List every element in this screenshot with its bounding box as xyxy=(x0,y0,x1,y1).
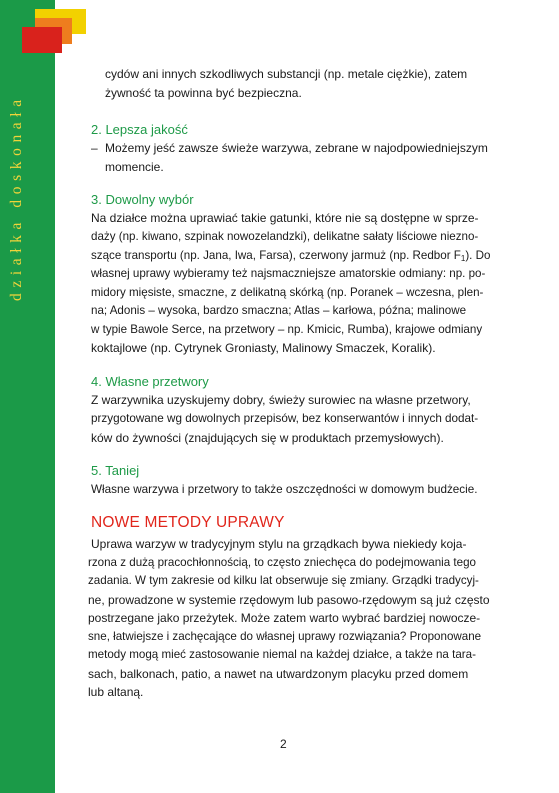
paragraph-line: Z warzywnika uzyskujemy dobry, świeży surowiec na własne przetwory, xyxy=(91,393,471,407)
paragraph-line: na; Adonis – wysoka, bardzo smaczna; Atlas – karłowa, późna; malinowe xyxy=(91,304,467,317)
paragraph-line-tail: ). Do xyxy=(465,249,491,262)
section-heading-taniej: 5. Taniej xyxy=(91,463,140,478)
paragraph-line: postrzegane jako przeżytek. Może zatem warto wybrać bardziej nowocze- xyxy=(88,611,481,625)
paragraph-line-with-subscript xyxy=(91,248,490,264)
section-heading-lepsza-jakosc: 2. Lepsza jakość xyxy=(91,122,188,137)
bullet-text-line: momencie. xyxy=(105,160,164,174)
paragraph-line: sach, balkonach, patio, a nawet na utwardzonym placyku przed domem xyxy=(88,667,469,681)
paragraph-line: koktajlowe (np. Cytrynek Groniasty, Malinowy Smaczek, Koralik). xyxy=(91,341,436,355)
paragraph-line: Uprawa warzyw w tradycyjnym stylu na grządkach bywa niekiedy koja- xyxy=(91,537,467,551)
paragraph-line: midory mięsiste, smaczne, z delikatną skórką (np. Poranek – wczesna, plen- xyxy=(91,286,484,299)
paragraph-line: daży (np. kiwano, szpinak nowozelandzki), delikatne sałaty liściowe niezno- xyxy=(91,230,479,243)
bullet-text-line: Możemy jeść zawsze świeże warzywa, zebrane w najodpowiedniejszym xyxy=(105,141,488,155)
paragraph-line: przygotowane wg dowolnych przepisów, bez konserwantów i innych dodat- xyxy=(91,412,479,425)
paragraph-line: ne, prowadzone w systemie rzędowym lub pasowo-rzędowym są już często xyxy=(88,593,490,607)
paragraph-line: ków do żywności (znajdujących się w produktach przemysłowych). xyxy=(91,431,444,445)
paragraph-line: lub altaną. xyxy=(88,685,144,699)
paragraph-line: własnej uprawy wybieramy też najsmaczniejsze amatorskie odmiany: np. po- xyxy=(91,267,486,280)
section-heading-wlasne-przetwory: 4. Własne przetwory xyxy=(91,374,209,389)
bullet-dash: – xyxy=(91,141,98,155)
intro-line: żywność ta powinna być bezpieczna. xyxy=(105,86,302,100)
paragraph-line: rzona z dużą pracochłonnością, to często zniechęca do podejmowania tego xyxy=(88,556,476,569)
intro-line: cydów ani innych szkodliwych substancji (np. metale ciężkie), zatem xyxy=(105,67,468,81)
paragraph-line-text: szące transportu (np. Jana, Iwa, Farsa), czerwony jarmuż (np. Redbor F xyxy=(91,249,461,262)
subscript-f1: 1 xyxy=(460,254,466,263)
paragraph-line: Własne warzywa i przetwory to także oszczędności w domowym budżecie. xyxy=(91,483,478,496)
paragraph-line: metody mogą mieć zastosowanie niemal na każdej działce, a także na tara- xyxy=(88,648,476,661)
paragraph-line: w typie Bawole Serce, na przetwory – np. Kmicic, Rumba), krajowe odmiany xyxy=(91,323,483,336)
vertical-section-title: działka doskonała xyxy=(8,94,25,301)
page-number: 2 xyxy=(280,737,287,751)
section-heading-nowe-metody-uprawy: NOWE METODY UPRAWY xyxy=(91,514,285,531)
paragraph-line: Na działce można uprawiać takie gatunki, które nie są dostępne w sprze- xyxy=(91,211,479,225)
red-square-decoration xyxy=(22,27,62,53)
paragraph-line: sne, łatwiejsze i zachęcające do własnej uprawy rozwiązania? Proponowane xyxy=(88,630,482,643)
section-heading-dowolny-wybor: 3. Dowolny wybór xyxy=(91,192,194,207)
paragraph-line: zadania. W tym zakresie od kilku lat obserwuje się zmiany. Grządki tradycyj- xyxy=(88,574,479,587)
